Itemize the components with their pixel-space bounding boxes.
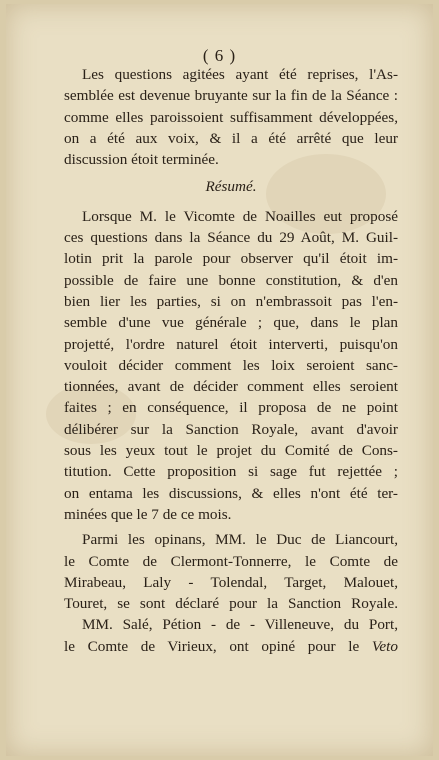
text-line: lotin prit la parole pour observer qu'il étoit im- [64,250,398,268]
text-line: Lorsque M. le Vicomte de Noailles eut proposé [82,207,398,225]
text-line: minées que le 7 de ce mois. [64,505,232,523]
text-line: comme elles paroissoient suffisamment développées, [64,108,398,126]
text-line: bien lier les parties, si on n'embrassoit pas l'en- [64,292,398,310]
italic-word: Veto [371,637,398,655]
text-line: Les questions agitées ayant été reprises, l'As- [82,66,398,83]
text-fragment: le Comte de Virieux, ont opiné pour le [64,637,360,655]
text-line: on a été aux voix, & il a été arrêté que leur [64,129,398,147]
text-line: vouloit décider comment les loix seroient sanc- [64,356,398,374]
page-text [64,64,398,657]
text-line: titution. Cette proposition si sage fut rejettée ; [64,463,398,481]
section-heading: Résumé. [205,178,257,196]
text-line: tionnées, avant de décider comment elles seroient [64,378,398,396]
text-line-final [64,636,398,657]
text-line: semble d'une vue générale ; que, dans le plan [64,314,398,332]
text-line: semblée est devenue bruyante sur la fin de la Séance : [64,87,398,105]
page-number: ( 6 ) [202,46,237,65]
text-line: MM. Salé, Pétion - de - Villeneuve, du Port, [82,616,398,634]
text-line: faites ; en conséquence, il proposa de ne point [64,399,398,417]
text-line: projetté, l'ordre naturel étoit interverti, puisqu'on [64,335,398,353]
text-line: possible de faire une bonne constitution, & d'en [64,271,398,289]
text-line: Mirabeau, Laly - Tolendal, Target, Malouet, [64,573,398,591]
text-line: on entama les discussions, & elles n'ont été ter- [64,484,398,502]
text-line: délibérer sur la Sanction Royale, avant d'avoir [64,420,398,438]
book-page [6,4,433,756]
text-line: discussion étoit terminée. [64,151,219,169]
text-line: ces questions dans la Séance du 29 Août, M. Guil- [64,229,398,247]
text-line: sous les yeux tout le projet du Comité de Cons- [64,442,398,460]
text-line: Parmi les opinans, MM. le Duc de Liancourt, [82,531,398,549]
text-line: le Comte de Clermont-Tonnerre, le Comte de [64,552,398,570]
text-line: Touret, se sont déclaré pour la Sanction Royale. [64,595,398,613]
